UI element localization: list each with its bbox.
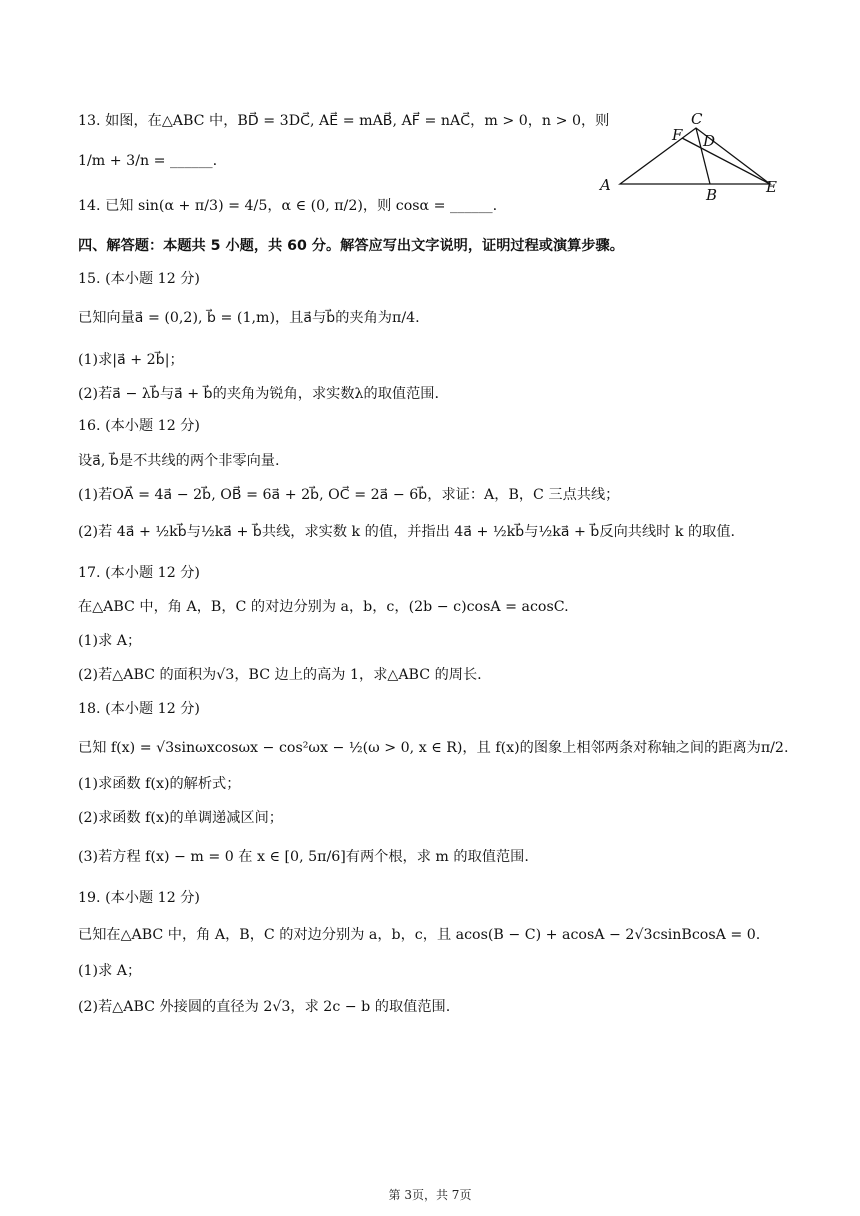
page-footer: 第 3页，共 7页 [388, 1188, 472, 1202]
q17-stem: 在△ABC 中，角 A，B，C 的对边分别为 a，b，c，(2b − c)cosA = acosC. [78, 599, 569, 615]
section-header: 四、解答题：本题共 5 小题，共 60 分。解答应写出文字说明，证明过程或演算步骤。 [78, 238, 624, 254]
q19-title: 19. (本小题 12 分) [78, 890, 200, 906]
q15-part2: (2)若a⃗ − λb⃗与a⃗ + b⃗的夹角为锐角，求实数λ的取值范围. [78, 386, 439, 402]
triangle-outline [620, 128, 770, 184]
q13-line1: 13. 如图，在△ABC 中，BD⃗ = 3DC⃗, AE⃗ = mAB⃗, AF⃗ = nAC⃗，m > 0，n > 0，则 [78, 113, 610, 129]
q16-part2: (2)若 4a⃗ + ½kb⃗与½ka⃗ + b⃗共线，求实数 k 的值，并指出 4a⃗ + ½kb⃗与½ka⃗ + b⃗反向共线时 k 的取值. [78, 524, 736, 540]
q18-part2: (2)求函数 f(x)的单调递减区间； [78, 810, 283, 826]
q17-part2: (2)若△ABC 的面积为√3，BC 边上的高为 1，求△ABC 的周长. [78, 667, 482, 683]
q18-part3: (3)若方程 f(x) − m = 0 在 x ∈ [0, 5π/6]有两个根，求 m 的取值范围. [78, 849, 529, 865]
q19-part1: (1)求 A； [78, 963, 142, 979]
q18-stem: 已知 f(x) = √3sinωxcosωx − cos²ωx − ½(ω > 0, x ∈ R)，且 f(x)的图象上相邻两条对称轴之间的距离为π/2. [78, 740, 789, 756]
q19-part2: (2)若△ABC 外接圆的直径为 2√3，求 2c − b 的取值范围. [78, 999, 451, 1015]
q16-stem: 设a⃗, b⃗是不共线的两个非零向量. [78, 453, 280, 469]
q13-line2: 1/m + 3/n = ______. [78, 153, 218, 169]
label-a: A [600, 176, 611, 194]
q16-part1: (1)若OA⃗ = 4a⃗ − 2b⃗, OB⃗ = 6a⃗ + 2b⃗, OC⃗ = 2a⃗ − 6b⃗，求证：A，B，C 三点共线； [78, 487, 620, 503]
q17-part1: (1)求 A； [78, 633, 142, 649]
label-c: C [691, 110, 703, 128]
q15-title: 15. (本小题 12 分) [78, 271, 200, 287]
triangle-figure [596, 108, 786, 208]
q15-part1: (1)求|a⃗ + 2b⃗|； [78, 352, 184, 368]
q18-title: 18. (本小题 12 分) [78, 701, 200, 717]
q14-text: 14. 已知 sin(α + π/3) = 4/5，α ∈ (0, π/2)，则 cosα = ______. [78, 198, 498, 214]
label-e: E [766, 178, 777, 196]
q15-stem: 已知向量a⃗ = (0,2), b⃗ = (1,m)，且a⃗与b⃗的夹角为π/4. [78, 310, 420, 326]
q19-stem: 已知在△ABC 中，角 A，B，C 的对边分别为 a，b，c，且 acos(B − C) + acosA − 2√3csinBcosA = 0. [78, 927, 761, 943]
q16-title: 16. (本小题 12 分) [78, 418, 200, 434]
label-d: D [703, 132, 716, 150]
q18-part1: (1)求函数 f(x)的解析式； [78, 776, 241, 792]
label-b: B [706, 186, 718, 204]
label-f: F [672, 126, 683, 144]
segment-fe [682, 138, 770, 184]
q17-title: 17. (本小题 12 分) [78, 565, 200, 581]
